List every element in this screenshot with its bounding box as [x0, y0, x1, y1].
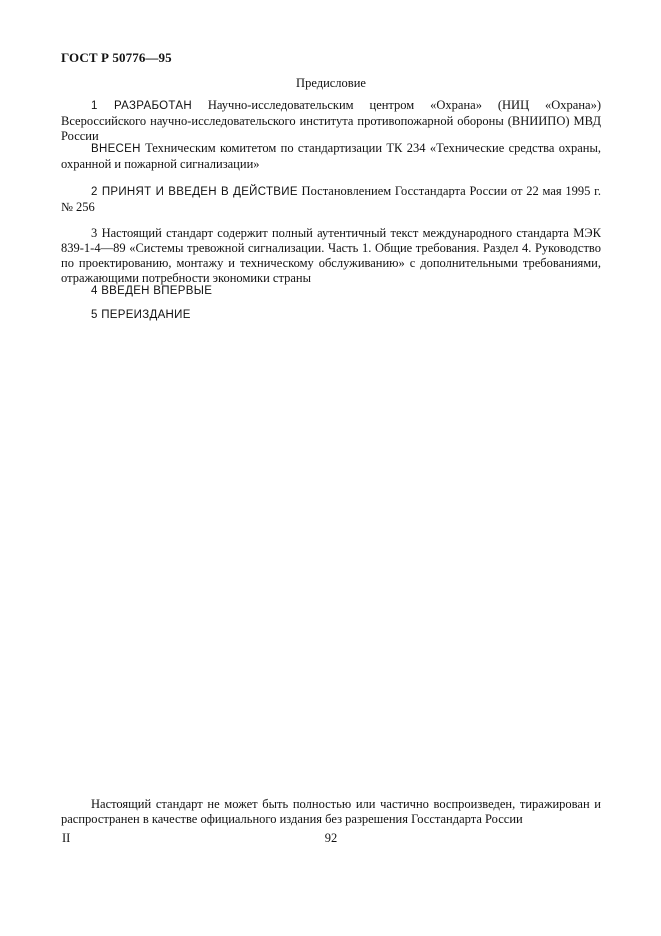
paragraph-lead: 4 ВВЕДЕН ВПЕРВЫЕ	[91, 285, 213, 297]
paragraph-reissue	[61, 307, 601, 323]
paragraph-lead: 5 ПЕРЕИЗДАНИЕ	[91, 309, 191, 321]
paragraph-adopted	[61, 184, 601, 215]
paragraph-text: Научно-исследовательским центром «Охрана» (НИЦ «Охрана») Всероссийского научно-исследовательского института противопожарной обороны (ВНИИПО) МВД России	[61, 98, 601, 143]
paragraph-lead: 2 ПРИНЯТ И ВВЕДЕН В ДЕЙСТВИЕ	[91, 186, 298, 198]
paragraph-introduced-by	[61, 141, 601, 172]
roman-page-number: II	[62, 831, 71, 845]
paragraph-text: Настоящий стандарт содержит полный аутентичный текст международного стандарта МЭК 839-1-4—89 «Системы тревожной сигнализации. Часть 1. Общие требования. Раздел 4. Руководство по проектированию, монтажу и техническому обслуживанию» с дополнительными требованиями, отражающими потребности экономики страны	[61, 226, 601, 285]
paragraph-first-introduced	[61, 283, 601, 299]
paragraph-lead: ВНЕСЕН	[91, 143, 141, 155]
copyright-notice: Настоящий стандарт не может быть полностью или частично воспроизведен, тиражирован и распространен в качестве официального издания без разрешения Госстандарта России	[61, 797, 601, 826]
section-title-foreword: Предисловие	[296, 76, 366, 90]
page-number: 92	[324, 831, 338, 845]
paragraph-text: Постановлением Госстандарта России от 22 мая 1995 г. № 256	[61, 184, 601, 214]
document-code: ГОСТ Р 50776—95	[61, 50, 172, 65]
paragraph-authentic-text	[61, 226, 601, 286]
paragraph-text: Техническим комитетом по стандартизации ТК 234 «Технические средства охраны, охранной и пожарной сигнализации»	[61, 141, 601, 171]
paragraph-developed-by	[61, 98, 601, 144]
paragraph-lead: 1 РАЗРАБОТАН	[91, 100, 192, 112]
paragraph-lead: 3	[91, 226, 98, 240]
